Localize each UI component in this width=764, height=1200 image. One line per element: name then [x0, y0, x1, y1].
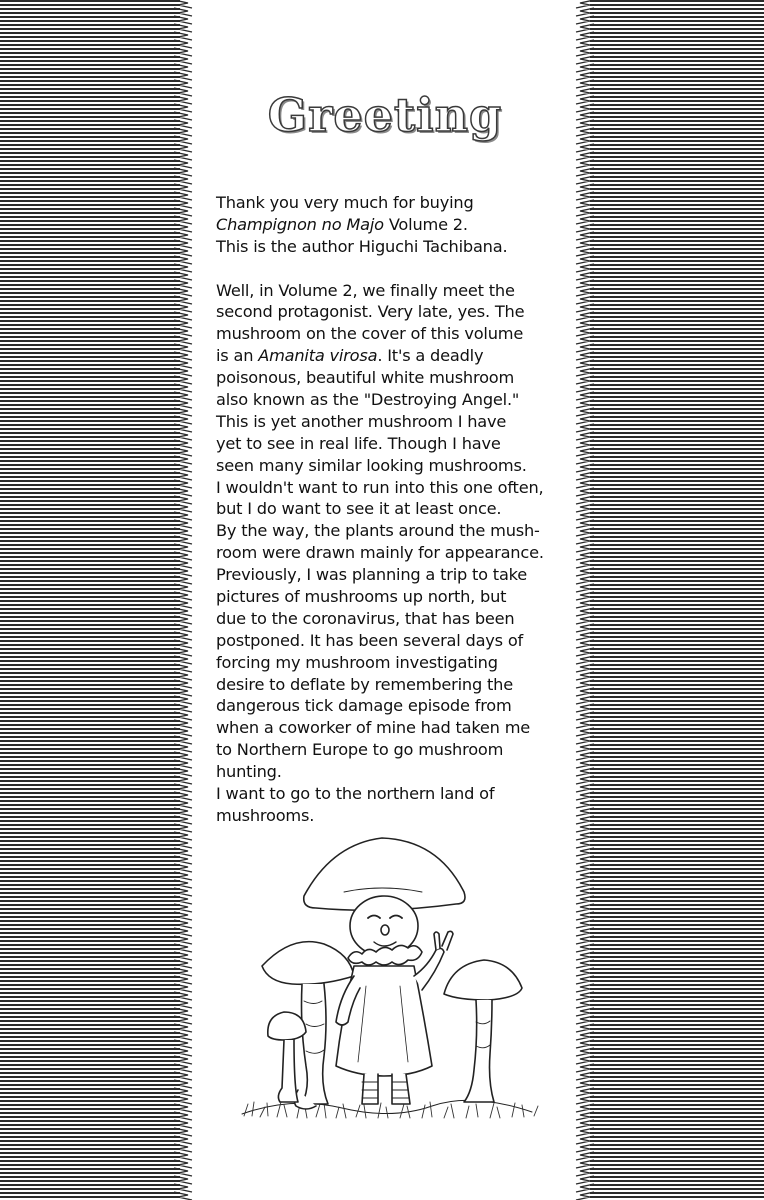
text-run: second protagonist. Very late, yes. The: [216, 302, 525, 322]
text-run: due to the coronavirus, that has been: [216, 608, 515, 628]
text-run: I want to go to the northern land of: [216, 784, 495, 804]
text-run: Well, in Volume 2, we finally meet the: [216, 280, 515, 300]
text-line: [216, 564, 576, 586]
text-run: poisonous, beautiful white mushroom: [216, 368, 515, 388]
mushroom-illustration-icon: [232, 826, 562, 1126]
text-run: forcing my mushroom investigating: [216, 652, 498, 672]
text-line: [216, 805, 576, 827]
text-line: [216, 323, 576, 345]
greeting-text: [216, 192, 576, 827]
fringe-stroke: [576, 0, 594, 1200]
text-run: when a coworker of mine had taken me: [216, 718, 531, 738]
text-run: . It's a deadly: [377, 346, 484, 366]
text-line: [216, 695, 576, 717]
text-run: mushrooms.: [216, 805, 315, 825]
paragraph-gap: [216, 258, 576, 280]
text-run: I wouldn't want to run into this one often,: [216, 477, 544, 497]
italic-title-text: Champignon no Majo: [216, 214, 384, 234]
page-title: Greeting: [267, 88, 503, 142]
text-line: [216, 280, 576, 302]
text-run: By the way, the plants around the mush-: [216, 521, 540, 541]
text-line: [216, 477, 576, 499]
text-line: [216, 520, 576, 542]
text-line: [216, 761, 576, 783]
left-striped-border: [0, 0, 180, 1200]
text-run: desire to deflate by remembering the: [216, 674, 513, 694]
text-run: yet to see in real life. Though I have: [216, 433, 501, 453]
text-run: is an: [216, 346, 259, 366]
fringe-stroke: [174, 0, 192, 1200]
text-run: Thank you very much for buying: [216, 193, 474, 212]
text-line: [216, 433, 576, 455]
text-run: Volume 2.: [383, 214, 468, 234]
text-line: [216, 652, 576, 674]
text-run: dangerous tick damage episode from: [216, 696, 512, 716]
text-line: [216, 389, 576, 411]
text-line: [216, 367, 576, 389]
text-line: [216, 542, 576, 564]
text-run: Previously, I was planning a trip to take: [216, 565, 528, 585]
text-line: [216, 301, 576, 323]
left-fringe-decoration: [174, 0, 200, 1200]
text-line: [216, 608, 576, 630]
text-run: postponed. It has been several days of: [216, 630, 524, 650]
text-run: also known as the "Destroying Angel.": [216, 390, 520, 410]
text-line: [216, 739, 576, 761]
text-line: [216, 674, 576, 696]
italic-title-text: Amanita virosa: [258, 346, 378, 366]
text-line: [216, 192, 576, 214]
text-line: [216, 214, 576, 236]
text-run: hunting.: [216, 762, 282, 782]
text-line: [216, 498, 576, 520]
text-run: This is the author Higuchi Tachibana.: [216, 236, 508, 256]
text-run: room were drawn mainly for appearance.: [216, 543, 544, 563]
text-line: [216, 783, 576, 805]
text-run: pictures of mushrooms up north, but: [216, 587, 507, 607]
text-line: [216, 345, 576, 367]
text-run: This is yet another mushroom I have: [216, 411, 507, 431]
text-run: mushroom on the cover of this volume: [216, 324, 524, 344]
text-line: [216, 717, 576, 739]
text-line: [216, 586, 576, 608]
text-line: [216, 630, 576, 652]
text-line: [216, 411, 576, 433]
text-run: to Northern Europe to go mushroom: [216, 740, 504, 760]
text-run: seen many similar looking mushrooms.: [216, 455, 527, 475]
text-line: [216, 455, 576, 477]
right-striped-border: [590, 0, 764, 1200]
text-run: but I do want to see it at least once.: [216, 499, 502, 519]
text-line: [216, 236, 576, 258]
